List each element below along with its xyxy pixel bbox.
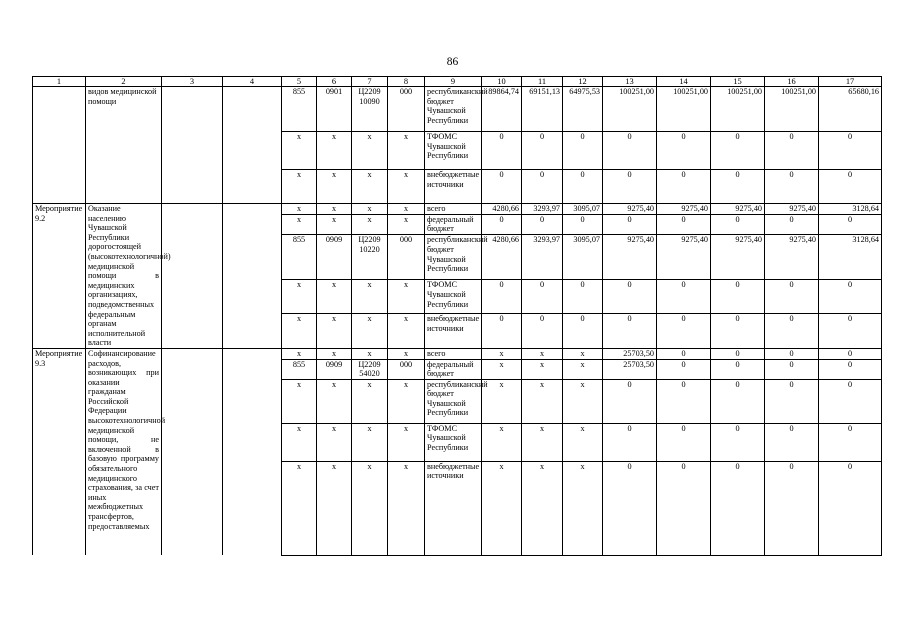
grbs-code: х [282,132,317,170]
amount-year-5: 0 [657,132,711,170]
amount-year-6: 0 [711,170,765,204]
grbs-code: х [282,423,317,461]
amount-year-3: х [563,461,603,555]
column-number-7: 7 [352,77,388,87]
table-body [33,77,882,556]
measure-description: видов медицинской помощи [86,87,162,204]
amount-year-5: 0 [657,214,711,235]
empty-cell-col3 [162,348,223,555]
section-code: х [317,214,352,235]
amount-year-5: 0 [657,280,711,314]
expense-type-code: х [388,314,425,349]
amount-year-3: х [563,423,603,461]
section-code: х [317,170,352,204]
column-number-8: 8 [388,77,425,87]
amount-year-5: 9275,40 [657,235,711,280]
funding-source: всего [425,204,482,215]
column-number-row [33,77,882,87]
budget-table [32,76,882,556]
column-number-12: 12 [563,77,603,87]
amount-year-3: 3095,07 [563,204,603,215]
amount-year-4: 25703,50 [603,359,657,379]
amount-year-5: 0 [657,379,711,423]
expense-type-code: х [388,204,425,215]
empty-cell-col3 [162,204,223,349]
funding-source: внебюджетные источники [425,314,482,349]
amount-year-4: 9275,40 [603,204,657,215]
grbs-code: 855 [282,87,317,132]
amount-year-7: 0 [765,314,819,349]
amount-year-1: х [482,359,522,379]
column-number-2: 2 [86,77,162,87]
amount-year-4: 100251,00 [603,87,657,132]
column-number-15: 15 [711,77,765,87]
target-article-code: Ц2209 10220 [352,235,388,280]
amount-year-2: 3293,97 [522,235,563,280]
measure-description: Софинансирование расходов, возникающих при оказании гражданам Российской Федерации высокотехнологичной медицинской помощи, не включенной в базовую программу обязательного медицинского страхования, за счет иных межбюджетных трансфертов, предоставляемых [86,348,162,555]
table-row [33,204,882,215]
target-article-code: х [352,379,388,423]
column-number-11: 11 [522,77,563,87]
amount-year-1: 0 [482,314,522,349]
amount-year-2: х [522,461,563,555]
section-code: х [317,461,352,555]
amount-year-1: 0 [482,132,522,170]
section-code: х [317,314,352,349]
amount-year-6: 9275,40 [711,204,765,215]
page-number: 86 [446,56,459,68]
amount-year-1: х [482,348,522,359]
amount-year-4: 0 [603,170,657,204]
amount-year-4: 0 [603,280,657,314]
amount-year-7: 0 [765,214,819,235]
table-row [33,87,882,132]
amount-year-7: 100251,00 [765,87,819,132]
target-article-code: Ц2209 54020 [352,359,388,379]
amount-year-8: 3128,64 [819,204,882,215]
amount-year-5: 0 [657,348,711,359]
amount-year-8: 0 [819,280,882,314]
amount-year-8: 0 [819,348,882,359]
amount-year-1: 0 [482,214,522,235]
measure-name: Мероприятие 9.2 [33,204,86,349]
grbs-code: х [282,314,317,349]
amount-year-5: 9275,40 [657,204,711,215]
amount-year-4: 0 [603,379,657,423]
amount-year-6: 100251,00 [711,87,765,132]
expense-type-code: х [388,461,425,555]
section-code: 0909 [317,235,352,280]
column-number-5: 5 [282,77,317,87]
amount-year-4: 0 [603,461,657,555]
grbs-code: х [282,461,317,555]
amount-year-1: 0 [482,170,522,204]
amount-year-7: 0 [765,379,819,423]
amount-year-3: х [563,379,603,423]
grbs-code: х [282,379,317,423]
amount-year-7: 0 [765,170,819,204]
target-article-code: х [352,348,388,359]
amount-year-8: 0 [819,132,882,170]
target-article-code: Ц2209 10090 [352,87,388,132]
amount-year-3: 0 [563,214,603,235]
expense-type-code: х [388,214,425,235]
amount-year-8: 0 [819,423,882,461]
amount-year-5: 0 [657,359,711,379]
amount-year-7: 0 [765,132,819,170]
amount-year-3: 0 [563,132,603,170]
amount-year-8: 65680,16 [819,87,882,132]
section-code: х [317,280,352,314]
grbs-code: х [282,348,317,359]
amount-year-5: 0 [657,423,711,461]
section-code: 0901 [317,87,352,132]
section-code: х [317,423,352,461]
amount-year-6: 0 [711,461,765,555]
amount-year-2: 0 [522,280,563,314]
amount-year-7: 0 [765,461,819,555]
amount-year-3: 0 [563,170,603,204]
target-article-code: х [352,314,388,349]
section-code: х [317,379,352,423]
amount-year-6: 0 [711,214,765,235]
funding-source: ТФОМС Чувашской Республики [425,132,482,170]
empty-cell-col4 [223,204,282,349]
amount-year-7: 0 [765,280,819,314]
amount-year-6: 0 [711,423,765,461]
section-code: х [317,348,352,359]
amount-year-2: 0 [522,214,563,235]
expense-type-code: 000 [388,87,425,132]
funding-source: республиканский бюджет Чувашской Республики [425,379,482,423]
amount-year-7: 0 [765,423,819,461]
amount-year-6: 0 [711,314,765,349]
target-article-code: х [352,214,388,235]
column-number-6: 6 [317,77,352,87]
amount-year-5: 0 [657,461,711,555]
amount-year-2: х [522,359,563,379]
funding-source: республиканский бюджет Чувашской Республики [425,235,482,280]
funding-source: внебюджетные источники [425,170,482,204]
column-number-4: 4 [223,77,282,87]
amount-year-1: х [482,423,522,461]
amount-year-5: 100251,00 [657,87,711,132]
amount-year-1: 4280,66 [482,235,522,280]
amount-year-3: х [563,348,603,359]
empty-cell-col4 [223,348,282,555]
funding-source: федеральный бюджет [425,214,482,235]
amount-year-4: 0 [603,314,657,349]
amount-year-8: 0 [819,379,882,423]
amount-year-8: 0 [819,170,882,204]
amount-year-4: 9275,40 [603,235,657,280]
funding-source: федеральный бюджет [425,359,482,379]
expense-type-code: х [388,280,425,314]
amount-year-6: 0 [711,359,765,379]
section-code: 0909 [317,359,352,379]
funding-source: республиканский бюджет Чувашской Республики [425,87,482,132]
expense-type-code: х [388,423,425,461]
amount-year-4: 0 [603,214,657,235]
amount-year-7: 0 [765,359,819,379]
measure-name: Мероприятие 9.3 [33,348,86,555]
amount-year-8: 0 [819,359,882,379]
column-number-16: 16 [765,77,819,87]
expense-type-code: х [388,132,425,170]
amount-year-1: 4280,66 [482,204,522,215]
grbs-code: х [282,170,317,204]
amount-year-5: 0 [657,170,711,204]
target-article-code: х [352,132,388,170]
section-code: х [317,132,352,170]
amount-year-1: х [482,379,522,423]
amount-year-2: 3293,97 [522,204,563,215]
amount-year-1: х [482,461,522,555]
target-article-code: х [352,204,388,215]
amount-year-4: 25703,50 [603,348,657,359]
empty-cell-col4 [223,87,282,204]
amount-year-6: 0 [711,379,765,423]
amount-year-2: 0 [522,132,563,170]
grbs-code: 855 [282,359,317,379]
measure-description: Оказание населению Чувашской Республики дорогостоящей (высокотехнологичной) медицинской помощи в медицинских организациях, подведомственных федеральным органам исполнительной власти [86,204,162,349]
amount-year-1: 89864,74 [482,87,522,132]
amount-year-7: 0 [765,348,819,359]
amount-year-2: х [522,348,563,359]
amount-year-5: 0 [657,314,711,349]
amount-year-1: 0 [482,280,522,314]
amount-year-2: 0 [522,170,563,204]
amount-year-7: 9275,40 [765,235,819,280]
table-row [33,348,882,359]
amount-year-4: 0 [603,132,657,170]
expense-type-code: х [388,379,425,423]
funding-source: ТФОМС Чувашской Республики [425,280,482,314]
amount-year-6: 9275,40 [711,235,765,280]
empty-cell-col3 [162,87,223,204]
funding-source: внебюджетные источники [425,461,482,555]
amount-year-4: 0 [603,423,657,461]
amount-year-3: 64975,53 [563,87,603,132]
expense-type-code: х [388,170,425,204]
column-number-3: 3 [162,77,223,87]
grbs-code: 855 [282,235,317,280]
target-article-code: х [352,170,388,204]
amount-year-2: 0 [522,314,563,349]
amount-year-6: 0 [711,348,765,359]
funding-source: ТФОМС Чувашской Республики [425,423,482,461]
section-code: х [317,204,352,215]
amount-year-2: х [522,379,563,423]
amount-year-8: 0 [819,461,882,555]
amount-year-2: 69151,13 [522,87,563,132]
expense-type-code: х [388,348,425,359]
column-number-17: 17 [819,77,882,87]
amount-year-3: х [563,359,603,379]
funding-source: всего [425,348,482,359]
grbs-code: х [282,204,317,215]
measure-name [33,87,86,204]
column-number-13: 13 [603,77,657,87]
amount-year-3: 0 [563,280,603,314]
amount-year-8: 0 [819,214,882,235]
amount-year-3: 3095,07 [563,235,603,280]
target-article-code: х [352,423,388,461]
grbs-code: х [282,214,317,235]
amount-year-3: 0 [563,314,603,349]
amount-year-2: х [522,423,563,461]
column-number-14: 14 [657,77,711,87]
target-article-code: х [352,461,388,555]
amount-year-8: 0 [819,314,882,349]
column-number-1: 1 [33,77,86,87]
target-article-code: х [352,280,388,314]
amount-year-6: 0 [711,280,765,314]
amount-year-6: 0 [711,132,765,170]
amount-year-8: 3128,64 [819,235,882,280]
column-number-10: 10 [482,77,522,87]
expense-type-code: 000 [388,235,425,280]
column-number-9: 9 [425,77,482,87]
grbs-code: х [282,280,317,314]
amount-year-7: 9275,40 [765,204,819,215]
expense-type-code: 000 [388,359,425,379]
